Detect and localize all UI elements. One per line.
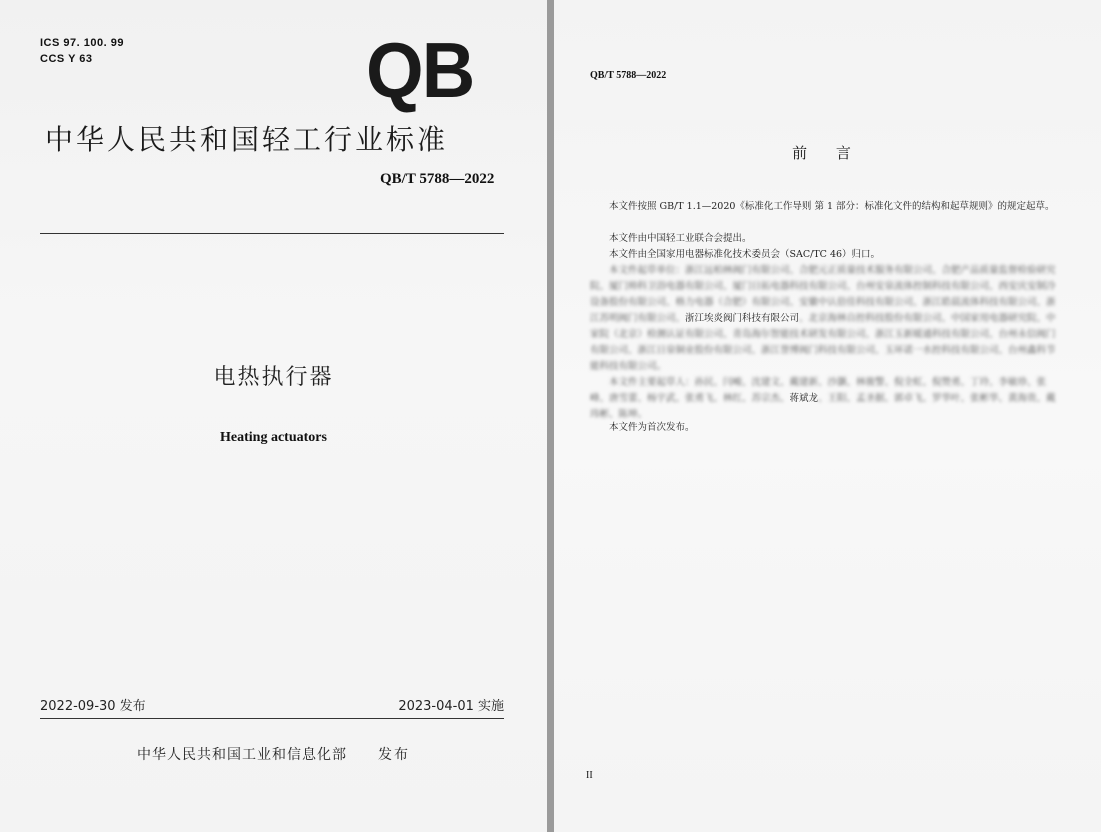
- page-header-number: QB/T 5788—2022: [590, 70, 667, 81]
- foreword-page: [554, 0, 1101, 832]
- bottom-divider: [40, 718, 504, 719]
- foreword-paragraph-1: 本文件按照 GB/T 1.1—2020《标准化工作导则 第 1 部分：标准化文件的结构和起草规则》的规定起草。: [609, 201, 1055, 212]
- document-title-en: Heating actuators: [220, 430, 327, 445]
- foreword-paragraph-3: 本文件由全国家用电器标准化技术委员会（SAC/TC 46）归口。: [609, 249, 881, 260]
- implement-date: 2023-04-01 实施: [398, 699, 504, 714]
- drafting-unit-visible: 浙江埃炎阀门科技有限公司: [685, 313, 800, 324]
- cover-page: [0, 0, 547, 832]
- foreword-title: 前 言: [792, 144, 863, 162]
- ics-code: ICS 97. 100. 99: [40, 37, 124, 49]
- page-gutter: [547, 0, 554, 832]
- standard-category: 中华人民共和国轻工行业标准: [45, 123, 449, 156]
- document-title-zh: 电热执行器: [213, 365, 334, 390]
- drafting-units-redacted-2: 、北京海林自控科技股份有限公司、中国家用电器研究院、中家院（北京）检测认证有限公司、青岛海尔智能技术研发有限公司、浙江玉新暖通科技有限公司、台州永信阀门有限公司、浙江日泉铜业股份有限公司、浙江誉博阀门科技有限公司、玉环诺一水控科技有限公司、台州鑫科节能科技有限公司。: [590, 313, 1056, 372]
- drafters-redacted: 本文件主要起草人：孙民、闫峻、沈建文、戴建新、沙灏、林骏警、倪全虹、倪赞勇、丁玲、李敏珍、张峰、唐雪蕾、杨宇武、张勇飞、林红、苏宗杰、: [590, 377, 1047, 404]
- issue-date: 2022-09-30 发布: [40, 699, 146, 714]
- top-divider: [40, 233, 504, 234]
- foreword-paragraph-2: 本文件由中国轻工业联合会提出。: [609, 233, 752, 244]
- ccs-code: CCS Y 63: [40, 53, 93, 65]
- standard-number: QB/T 5788—2022: [380, 171, 495, 187]
- qb-logo: QB: [366, 26, 474, 114]
- foreword-paragraph-last: 本文件为首次发布。: [609, 422, 695, 433]
- page-number: II: [586, 770, 593, 781]
- drafting-units-paragraph: [590, 263, 1060, 375]
- drafters-paragraph: [590, 375, 1060, 423]
- publisher-action: 发布: [378, 747, 410, 763]
- drafter-visible: 蒋斌龙: [789, 393, 819, 404]
- publisher: 中华人民共和国工业和信息化部: [137, 747, 347, 763]
- drafting-units-redacted: 本文件起草单位：浙江远柏林阀门有限公司、合肥元正质量技术服务有限公司、合肥产品质量监督检验研究院、厦门帅科卫浴电器有限公司、厦门日拓电器科技有限公司、台州安泉流体控制科技有限公司、西安庆安制冷设备股份有限公司、格力电器（合肥）有限公司、安徽中认倍佳科技有限公司、浙江皓晨流体科技有限公司、浙江苏明阀门有限公司、: [590, 265, 1056, 324]
- drafters-redacted-2: 、王阳、孟圣据、郭卓飞、罗华叶、张彬华、黄海贵、戴玮彬、陈坤。: [590, 393, 1056, 420]
